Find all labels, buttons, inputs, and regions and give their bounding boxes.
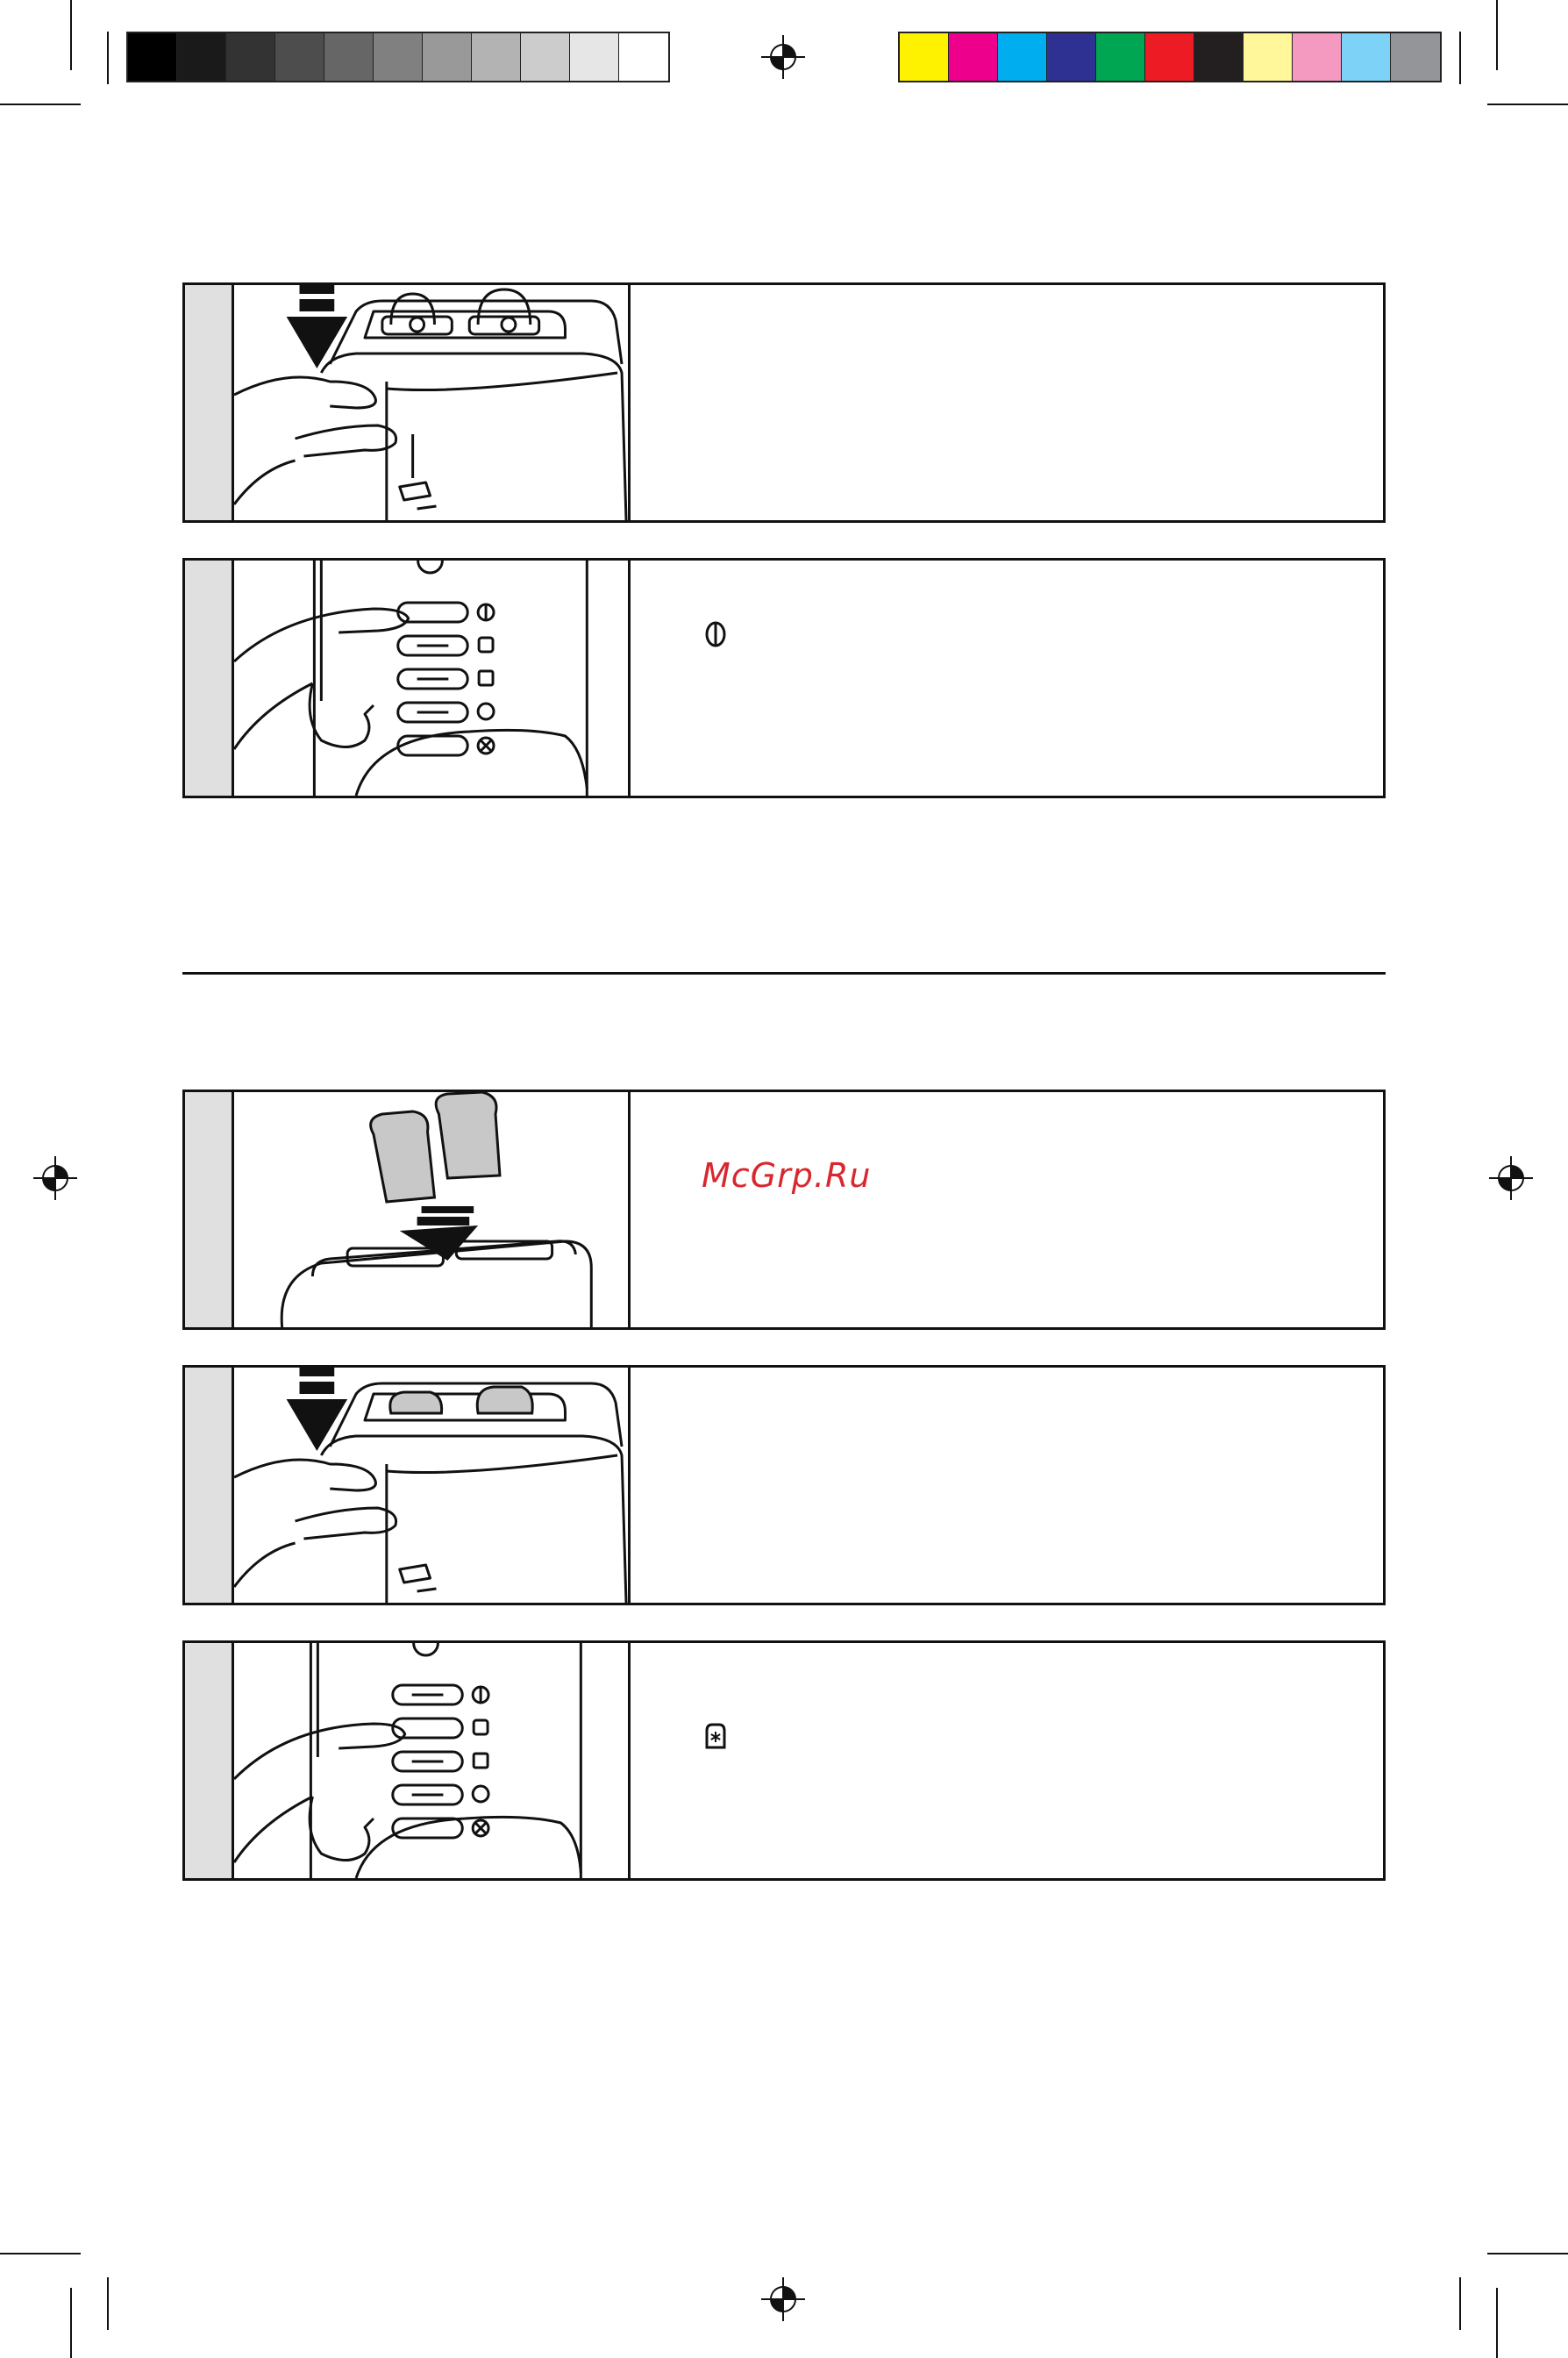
- step-text-area: [633, 1092, 1383, 1327]
- step-text-area: [633, 285, 1383, 520]
- step-2-panel: [182, 558, 1386, 798]
- registration-mark-icon: [761, 2277, 805, 2321]
- color-swatch: [1145, 33, 1194, 81]
- color-swatch: [900, 33, 949, 81]
- color-swatch: [226, 33, 275, 81]
- crop-mark: [1459, 2277, 1461, 2330]
- step-number-cell: [185, 1368, 234, 1603]
- color-swatch: [619, 33, 668, 81]
- process-color-bar: [898, 32, 1442, 82]
- step-text-area: [633, 1643, 1383, 1878]
- grayscale-color-bar: [126, 32, 670, 82]
- registration-mark-icon: [761, 35, 805, 79]
- crop-mark: [1459, 32, 1461, 84]
- color-swatch: [472, 33, 521, 81]
- step-3-panel: [182, 1090, 1386, 1330]
- illustration-bagel-button: [234, 561, 631, 796]
- color-swatch: [128, 33, 177, 81]
- color-swatch: [1194, 33, 1244, 81]
- registration-mark-icon: [33, 1156, 77, 1200]
- color-swatch: [374, 33, 423, 81]
- color-swatch: [1342, 33, 1391, 81]
- illustration-defrost-button: [234, 1643, 631, 1878]
- illustration-hand-pressing-lever: [234, 285, 631, 520]
- color-swatch: [570, 33, 619, 81]
- crop-mark: [107, 2277, 109, 2330]
- defrost-icon: [703, 1722, 728, 1750]
- section-divider: [182, 972, 1386, 975]
- crop-mark: [1496, 2288, 1498, 2358]
- step-number-cell: [185, 1092, 234, 1327]
- illustration-insert-bread: [234, 1092, 631, 1327]
- color-swatch: [521, 33, 570, 81]
- registration-mark-icon: [1489, 1156, 1533, 1200]
- illustration-press-lever-bread: [234, 1368, 631, 1603]
- bagel-icon: [703, 620, 728, 648]
- step-number-cell: [185, 285, 234, 520]
- step-1-panel: [182, 282, 1386, 523]
- color-swatch: [1293, 33, 1342, 81]
- watermark-text: McGrp.Ru: [702, 1156, 872, 1195]
- color-swatch: [324, 33, 374, 81]
- crop-mark: [1487, 104, 1568, 105]
- step-5-panel: [182, 1640, 1386, 1881]
- color-swatch: [949, 33, 998, 81]
- step-number-cell: [185, 1643, 234, 1878]
- crop-mark: [107, 32, 109, 84]
- color-swatch: [177, 33, 226, 81]
- crop-mark: [70, 0, 72, 70]
- color-swatch: [1047, 33, 1096, 81]
- step-4-panel: [182, 1365, 1386, 1605]
- crop-mark: [0, 104, 81, 105]
- crop-mark: [0, 2253, 81, 2254]
- color-swatch: [275, 33, 324, 81]
- crop-mark: [1496, 0, 1498, 70]
- color-swatch: [1391, 33, 1440, 81]
- color-swatch: [423, 33, 472, 81]
- crop-mark: [1487, 2253, 1568, 2254]
- step-text-area: [633, 561, 1383, 796]
- step-number-cell: [185, 561, 234, 796]
- color-swatch: [998, 33, 1047, 81]
- color-swatch: [1244, 33, 1293, 81]
- step-text-area: [633, 1368, 1383, 1603]
- color-swatch: [1096, 33, 1145, 81]
- crop-mark: [70, 2288, 72, 2358]
